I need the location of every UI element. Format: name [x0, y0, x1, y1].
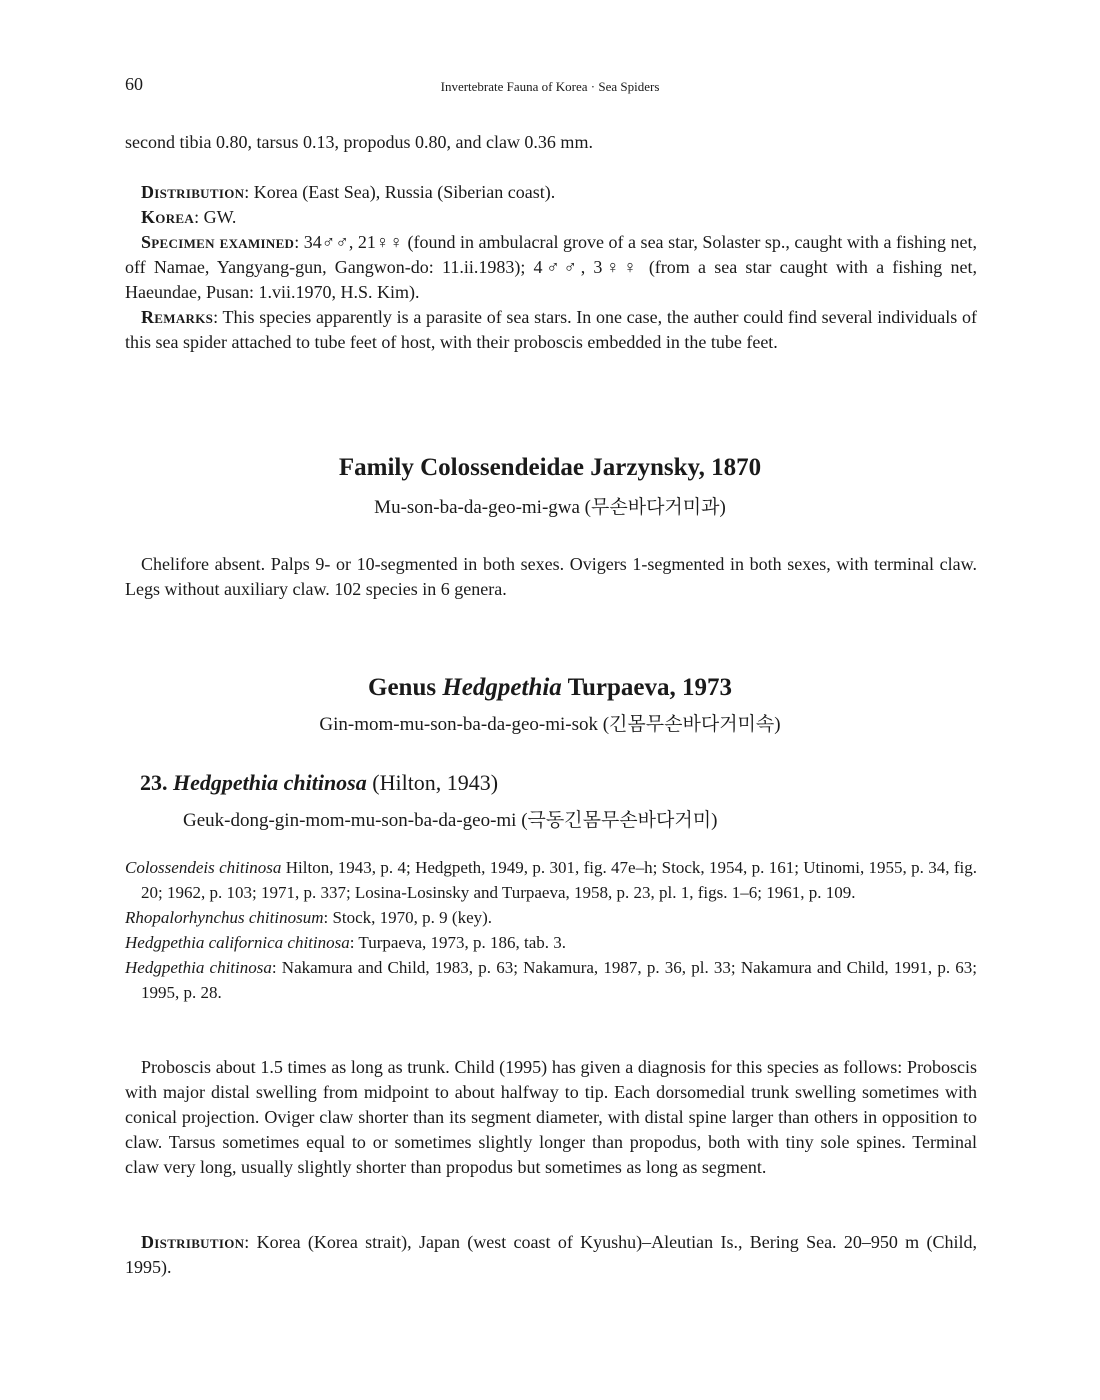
synonymy-entry — [125, 855, 977, 905]
distribution-text-2: : Korea (Korea strait), Japan (west coast of Kyushu)–Aleutian Is., Bering Sea. 20–950 m (Child, 1995). — [125, 1232, 977, 1277]
species-korean-name: Geuk-dong-gin-mom-mu-son-ba-da-geo-mi (극동긴몸무손바다거미) — [183, 810, 718, 831]
genus-prefix: Genus — [368, 674, 443, 701]
synonym-refs: : Turpaeva, 1973, p. 186, tab. 3. — [349, 933, 567, 952]
genus-name: Hedgpethia — [442, 674, 562, 701]
family-korean-name: Mu-son-ba-da-geo-mi-gwa (무손바다거미과) — [374, 497, 726, 518]
species-number: 23. — [140, 770, 168, 795]
family-heading: Family Colossendeidae Jarzynsky, 1870 — [338, 454, 762, 481]
genus-heading — [0, 674, 1100, 702]
synonym-refs: : Stock, 1970, p. 9 (key). — [323, 908, 493, 927]
genus-korean-name: Gin-mom-mu-son-ba-da-geo-mi-sok (긴몸무손바다거미속) — [319, 714, 781, 735]
synonym-refs: Hilton, 1943, p. 4; Hedgpeth, 1949, p. 301, fig. 47e–h; Stock, 1954, p. 161; Utinomi, 1955, p. 34, fig. 20; 1962, p. 103; 1971, p. 337; Losina-Losinsky and Turpaeva, 1958, p. 23, pl. 1, figs. 1–6; 1961, p. 109. — [141, 858, 977, 902]
species-description: Proboscis about 1.5 times as long as trunk. Child (1995) has given a diagnosis for this species as follows: Proboscis with major distal swelling from midpoint to about halfway to tip. Each dorsomedial trunk swelling sometimes with conical projection. Oviger claw shorter than its segment diameter, with distal spine larger than others in opposition to claw. Tarsus sometimes equal to or sometimes slightly longer than propodus, both with tiny sole spines. Terminal claw very long, usually slightly shorter than propodus but sometimes as long as segment. — [125, 1057, 977, 1177]
synonymy-entry — [125, 905, 977, 930]
distribution-text: : Korea (East Sea), Russia (Siberian coast). — [244, 182, 556, 202]
page-number: 60 — [125, 74, 143, 94]
synonym-name: Hedgpethia chitinosa — [125, 958, 272, 977]
specimen-label: Specimen examined — [141, 232, 295, 252]
synonym-refs: : Nakamura and Child, 1983, p. 63; Nakamura, 1987, p. 36, pl. 33; Nakamura and Child, 1991, p. 63; 1995, p. 28. — [141, 958, 977, 1002]
korea-label: Korea — [141, 207, 195, 227]
synonym-name: Hedgpethia californica chitinosa — [125, 933, 350, 952]
synonymy-list — [125, 855, 977, 1005]
remarks-entry — [125, 305, 977, 355]
synonymy-entry — [125, 955, 977, 1005]
synonym-name: Rhopalorhynchus chitinosum — [125, 908, 324, 927]
species-heading — [140, 770, 498, 796]
korea-text: : GW. — [194, 207, 237, 227]
korea-entry — [125, 205, 977, 230]
specimen-text: : 34♂♂, 21♀♀ (found in ambulacral grove of a sea star, Solaster sp., caught with a fishing net, off Namae, Yangyang-gun, Gangwon-do: 11.ii.1983); 4♂♂, 3♀♀ (from a sea star caught with a fishing net, Haeundae, Pusan: 1.vii.1970, H.S. Kim). — [125, 232, 977, 302]
synonymy-entry — [125, 930, 977, 955]
distribution-entry-2 — [125, 1230, 977, 1280]
running-title: Invertebrate Fauna of Korea · Sea Spiders — [440, 79, 660, 94]
genus-author: Turpaeva, 1973 — [561, 674, 732, 701]
family-description: Chelifore absent. Palps 9- or 10-segmented in both sexes. Ovigers 1-segmented in both sexes, with terminal claw. Legs without auxiliary claw. 102 species in 6 genera. — [125, 554, 977, 599]
species-author: (Hilton, 1943) — [366, 770, 499, 795]
specimen-entry — [125, 230, 977, 305]
remarks-text: : This species apparently is a parasite of sea stars. In one case, the auther could find several individuals of this sea spider attached to tube feet of host, with their proboscis embedded in the tube feet. — [125, 307, 977, 352]
distribution-label-2: Distribution — [141, 1232, 245, 1252]
remarks-label: Remarks — [141, 307, 214, 327]
distribution-entry — [125, 180, 977, 205]
continuation-text: second tibia 0.80, tarsus 0.13, propodus 0.80, and claw 0.36 mm. — [125, 132, 593, 152]
distribution-label: Distribution — [141, 182, 245, 202]
species-name: Hedgpethia chitinosa — [173, 770, 367, 795]
synonym-name: Colossendeis chitinosa — [125, 858, 282, 877]
